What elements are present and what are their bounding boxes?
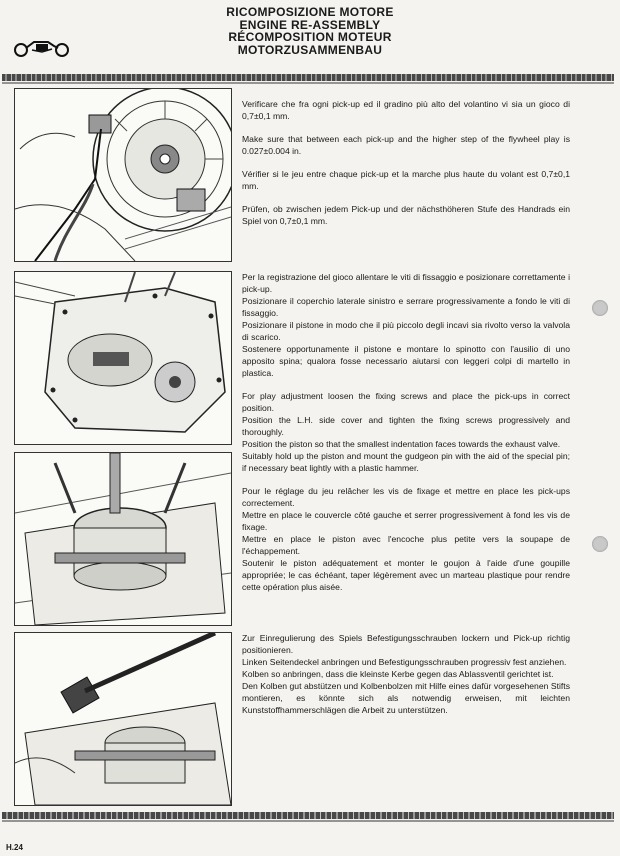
bottom-divider <box>2 812 614 819</box>
section2-french-4: Soutenir le piston adéquatement et monter le goujon à l'aide d'une goupille appropriée; le cas échéant, taper légèrement avec un marteau plastique pour rendre cette opération plus aisée. <box>242 558 570 592</box>
section2-english-3: Position the piston so that the smallest indentation faces towards the exhaust valve. <box>242 439 561 449</box>
figure-flywheel-pickup <box>14 88 232 262</box>
section1-french: Vérifier si le jeu entre chaque pick-up et la marche plus haute du volant est 0,7±0,1 mm. <box>242 169 570 191</box>
figure-side-cover <box>14 271 232 445</box>
section2-italian-3: Posizionare il pistone in modo che il più piccolo degli incavi sia rivolto verso la valvola di scarico. <box>242 320 570 342</box>
top-divider <box>2 74 614 81</box>
section3-german-2: Linken Seitendeckel anbringen und Befestigungsschrauben progressiv fest anziehen. <box>242 657 567 667</box>
section3-german-4: Den Kolben gut abstützen und Kolbenbolzen mit Hilfe eines dafür vorgesehenen Stifts montieren, es könnte sich als notwendig erweisen, mit leichten Kunststoffhammerschlägen die Arbeit zu unterstützen. <box>242 681 570 715</box>
section2-english-1: For play adjustment loosen the fixing screws and place the pick-ups in correct position. <box>242 391 570 413</box>
section2-italian-1: Per la registrazione del gioco allentare le viti di fissaggio e posizionare correttamente i pick-up. <box>242 272 570 294</box>
section3-german-3: Kolben so anbringen, dass die kleinste Kerbe gegen das Ablassventil gerichtet ist. <box>242 669 554 679</box>
section2-english-2: Position the L.H. side cover and tighten the fixing screws progressively and thoroughly. <box>242 415 570 437</box>
title-french: RÉCOMPOSITION MOTEUR <box>228 30 392 44</box>
section1-italian: Verificare che fra ogni pick-up ed il gradino più alto del volantino vi sia un gioco di 0,7±0,1 mm. <box>242 99 570 121</box>
binder-hole <box>592 300 608 316</box>
page-number: H.24 <box>6 843 23 852</box>
bottom-divider-line <box>2 820 614 822</box>
section1-german: Prüfen, ob zwischen jedem Pick-up und der nächsthöheren Stufe des Handrads ein Spiel von 0,7±0,1 mm. <box>242 204 570 226</box>
section2-french-1: Pour le réglage du jeu relâcher les vis de fixage et mettre en place les pick-ups correctement. <box>242 486 570 508</box>
figure-piston <box>14 452 232 626</box>
page-header <box>0 6 620 56</box>
title-english: ENGINE RE-ASSEMBLY <box>239 17 381 32</box>
section2-french-3: Mettre en place le piston avec l'encoche plus petite vers la soupape de l'échappement. <box>242 534 570 556</box>
section2-text <box>242 271 570 593</box>
section2-french-2: Mettre en place le couvercle côté gauche et serrer progressivement à fond les vis de fixage. <box>242 510 570 532</box>
section3-text <box>242 632 570 716</box>
section2-italian-2: Posizionare il coperchio laterale sinistro e serrare progressivamente a fondo le viti di fissaggio. <box>242 296 570 318</box>
section1-text <box>242 98 570 227</box>
title-italian: RICOMPOSIZIONE MOTORE <box>226 5 394 19</box>
section1-english: Make sure that between each pick-up and the higher step of the flywheel play is 0.027±0.004 in. <box>242 134 570 156</box>
top-divider-line <box>2 82 614 84</box>
figure-hammer-gudgeon-pin <box>14 632 232 806</box>
section2-italian-4: Sostenere opportunamente il pistone e montare lo spinotto con l'ausilio di uno apposito spina; qualora fosse necessario aiutarsi con leggeri colpi di martello in plastica. <box>242 344 570 378</box>
section3-german-1: Zur Einregulierung des Spiels Befestigungsschrauben lockern und Pick-up richtig positionieren. <box>242 633 570 655</box>
motorcycle-logo-icon <box>12 36 72 58</box>
section2-english-4: Suitably hold up the piston and mount the gudgeon pin with the aid of the special pin; if necessary beat lightly with a plastic hammer. <box>242 451 570 473</box>
binder-hole <box>592 536 608 552</box>
title-german: MOTORZUSAMMENBAU <box>237 42 383 57</box>
